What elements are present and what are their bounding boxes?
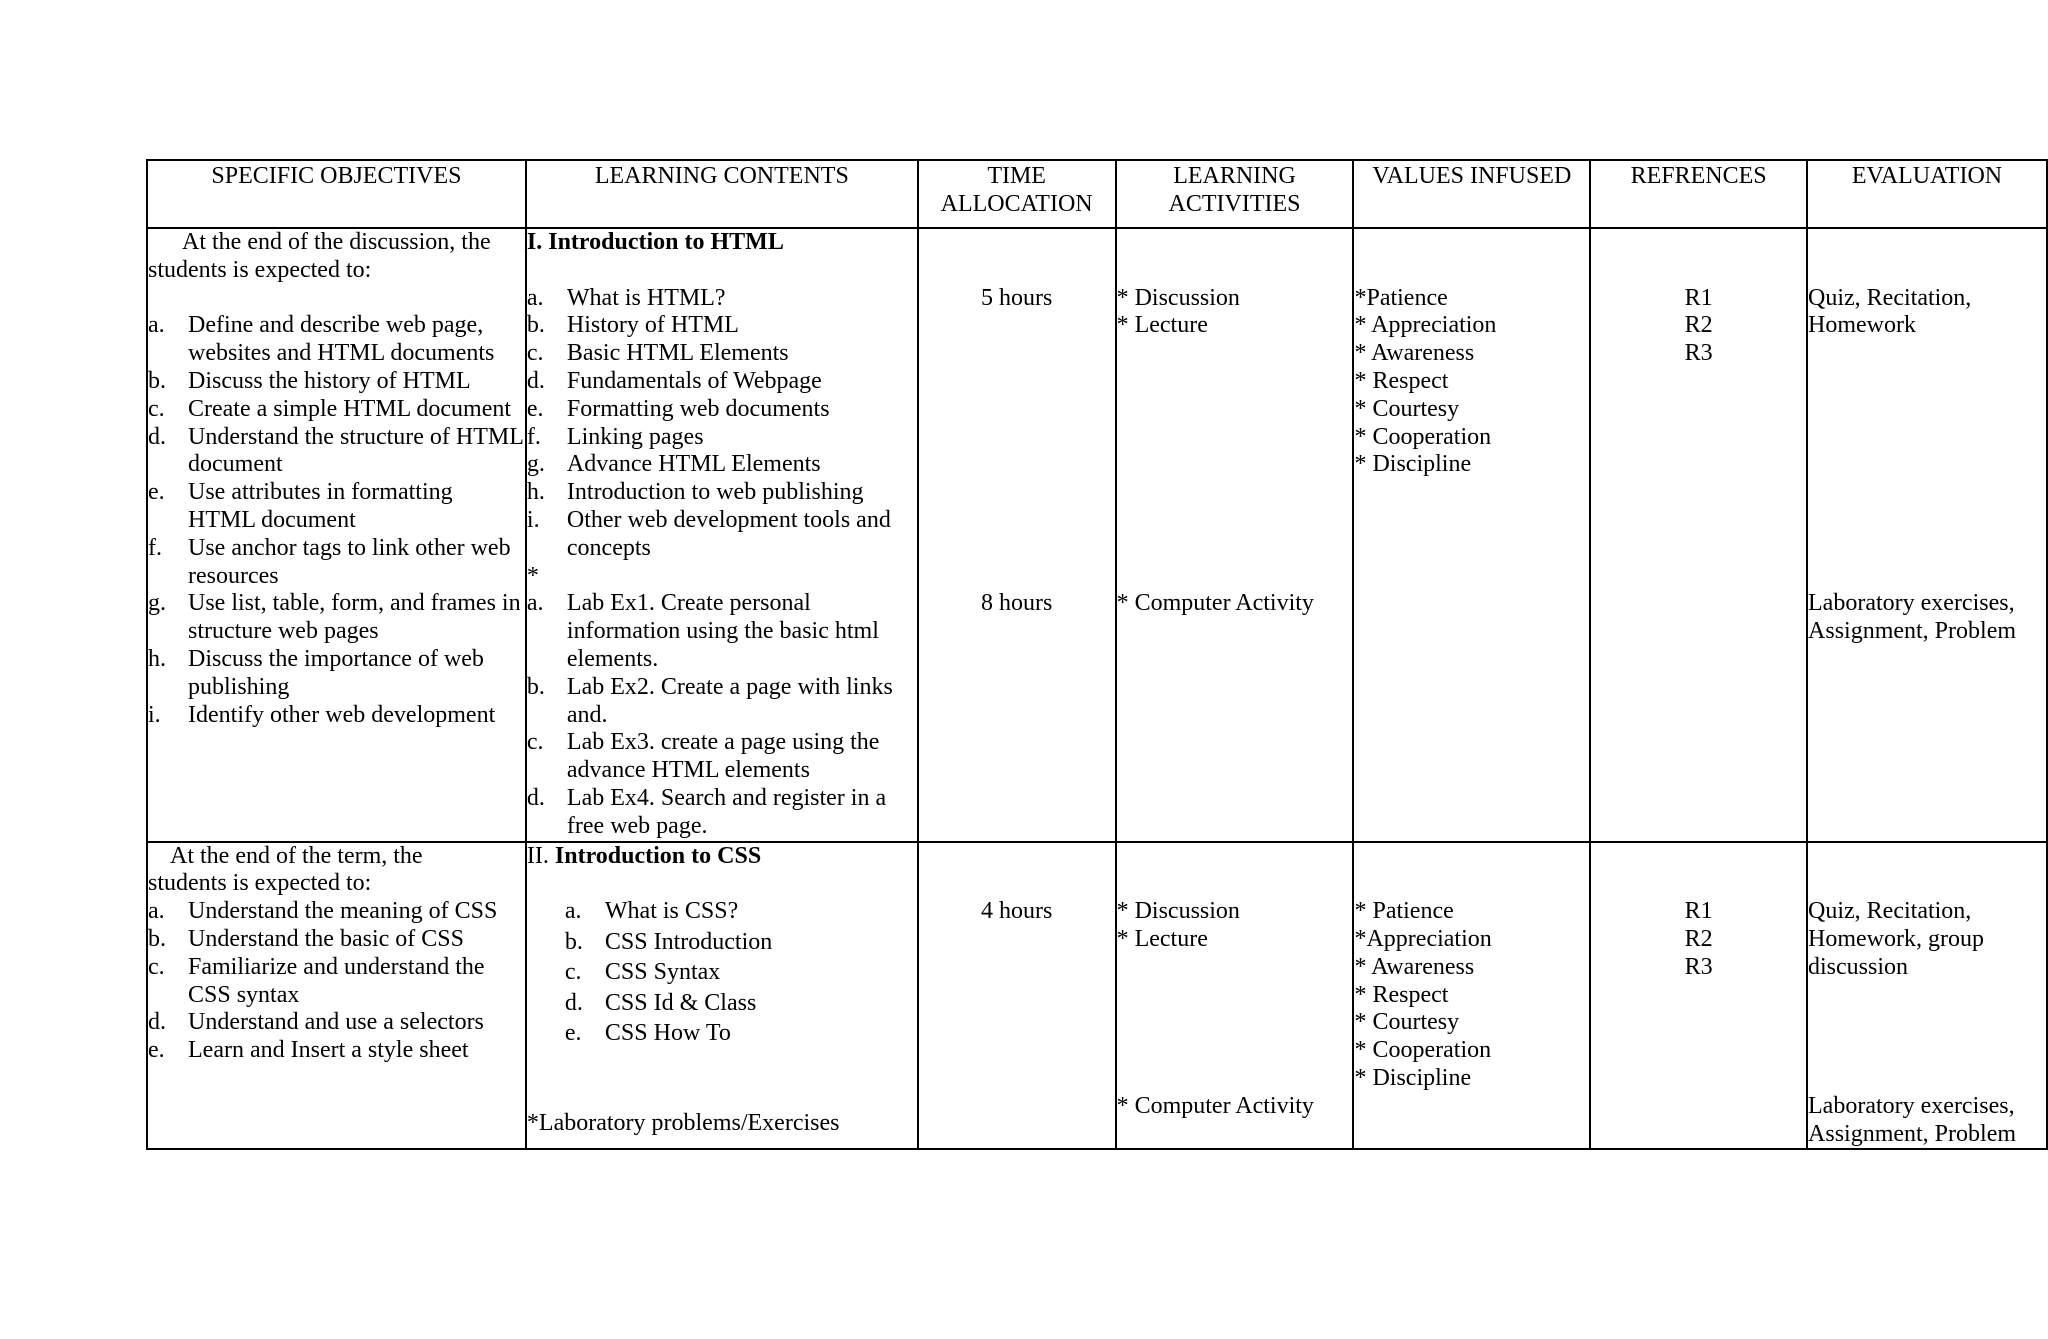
value-item: * Awareness bbox=[1354, 340, 1475, 367]
header-learning-contents: LEARNING CONTENTS bbox=[526, 160, 918, 228]
reference-item: R1 bbox=[1684, 898, 1713, 925]
activity-item: * Computer Activity bbox=[1116, 1092, 1314, 1119]
list-item: e. CSS How To bbox=[564, 1019, 731, 1046]
header-row bbox=[147, 160, 2047, 228]
objectives-intro: At the end of the discussion, the bbox=[182, 229, 491, 255]
list-item: a. Define and describe web page, websites and HTML documents bbox=[148, 312, 495, 367]
list-item: a. What is CSS? bbox=[564, 898, 739, 925]
contents-list bbox=[527, 898, 917, 1047]
list-item: h. Introduction to web publishing bbox=[526, 479, 864, 506]
header-values-infused: VALUES INFUSED bbox=[1353, 160, 1590, 228]
header-references: REFRENCES bbox=[1590, 160, 1807, 228]
list-item: e. Learn and Insert a style sheet bbox=[148, 1037, 469, 1064]
activity-item: * Computer Activity bbox=[1116, 590, 1314, 617]
activity-item: * Discussion bbox=[1116, 284, 1240, 311]
objectives-intro: students is expected to: bbox=[148, 256, 372, 283]
contents-cell bbox=[526, 228, 918, 842]
list-item: i. Identify other web development bbox=[148, 701, 496, 728]
value-item: * Cooperation bbox=[1354, 1037, 1492, 1064]
list-item: b. Lab Ex2. Create a page with links and. bbox=[526, 673, 893, 728]
evaluation-item: Assignment, Problem bbox=[1808, 618, 2017, 645]
reference-item: R2 bbox=[1684, 312, 1713, 339]
values-cell bbox=[1353, 842, 1590, 1150]
value-item: * Awareness bbox=[1354, 953, 1475, 980]
list-item: d. Understand the structure of HTML document bbox=[148, 423, 524, 478]
evaluation-cell bbox=[1807, 228, 2047, 842]
time-lecture: 4 hours bbox=[980, 898, 1053, 925]
list-item: c. Create a simple HTML document bbox=[148, 395, 512, 422]
list-item: e. Use attributes in formatting HTML document bbox=[148, 479, 453, 533]
evaluation-item: Homework bbox=[1808, 312, 1916, 339]
evaluation-item: Assignment, Problem bbox=[1808, 1120, 2017, 1147]
list-item: f. Linking pages bbox=[526, 423, 704, 450]
list-item: d. CSS Id & Class bbox=[564, 989, 757, 1016]
activities-cell bbox=[1116, 842, 1354, 1150]
list-item: b. Discuss the history of HTML bbox=[148, 367, 471, 394]
evaluation-item: discussion bbox=[1808, 953, 1909, 980]
list-item: d. Lab Ex4. Search and register in a free web page. bbox=[526, 784, 887, 839]
evaluation-item: Quiz, Recitation, bbox=[1808, 898, 1972, 925]
list-item: c. Basic HTML Elements bbox=[526, 340, 789, 367]
activity-item: * Lecture bbox=[1116, 925, 1208, 952]
evaluation-cell bbox=[1807, 842, 2047, 1150]
list-item: b. Understand the basic of CSS bbox=[148, 925, 464, 952]
objectives-list bbox=[148, 312, 525, 729]
time-lecture: 5 hours bbox=[980, 284, 1053, 311]
separator-mark: * bbox=[526, 562, 539, 589]
value-item: * Respect bbox=[1354, 981, 1449, 1008]
list-item: g. Advance HTML Elements bbox=[526, 451, 821, 478]
activities-cell bbox=[1116, 228, 1354, 842]
evaluation-item: Laboratory exercises, bbox=[1808, 1092, 2015, 1119]
value-item: * Cooperation bbox=[1354, 423, 1492, 450]
evaluation-item: Homework, group bbox=[1808, 925, 1984, 952]
list-item: h. Discuss the importance of web publishing bbox=[148, 645, 484, 700]
list-item: g. Use list, table, form, and frames in structure web pages bbox=[148, 590, 521, 645]
section-title: II. Introduction to CSS bbox=[526, 842, 762, 869]
activity-item: * Discussion bbox=[1116, 898, 1240, 925]
reference-item: R3 bbox=[1684, 340, 1713, 367]
contents-list bbox=[527, 285, 917, 563]
references-cell bbox=[1590, 228, 1807, 842]
header-time-allocation: TIME ALLOCATION bbox=[918, 160, 1116, 228]
value-item: * Respect bbox=[1354, 367, 1449, 394]
lab-list bbox=[527, 590, 917, 840]
list-item: d. Fundamentals of Webpage bbox=[526, 367, 822, 394]
list-item: b. CSS Introduction bbox=[564, 928, 773, 955]
evaluation-item: Quiz, Recitation, bbox=[1808, 284, 1972, 311]
list-item: b. History of HTML bbox=[526, 312, 739, 339]
evaluation-item: Laboratory exercises, bbox=[1808, 590, 2015, 617]
header-evaluation: EVALUATION bbox=[1807, 160, 2047, 228]
value-item: * Courtesy bbox=[1354, 395, 1460, 422]
time-cell bbox=[918, 228, 1116, 842]
list-item: c. Lab Ex3. create a page using the advance HTML elements bbox=[526, 729, 880, 784]
list-item: a. Lab Ex1. Create personal information using the basic html elements. bbox=[526, 590, 879, 672]
header-specific-objectives: SPECIFIC OBJECTIVES bbox=[147, 160, 526, 228]
objectives-cell bbox=[147, 842, 526, 1150]
value-item: * Discipline bbox=[1354, 1064, 1472, 1091]
objectives-intro: students is expected to: bbox=[148, 870, 372, 897]
reference-item: R3 bbox=[1684, 953, 1713, 980]
value-item: * Appreciation bbox=[1354, 312, 1497, 339]
objectives-list bbox=[148, 898, 525, 1065]
table-row bbox=[147, 228, 2047, 842]
header-learning-activities: LEARNING ACTIVITIES bbox=[1116, 160, 1354, 228]
value-item: * Patience bbox=[1354, 898, 1454, 925]
objectives-intro: At the end of the term, the bbox=[170, 842, 423, 869]
list-item: d. Understand and use a selectors bbox=[148, 1009, 484, 1036]
list-item: i. Other web development tools and concepts bbox=[526, 506, 891, 561]
list-item: e. Formatting web documents bbox=[526, 395, 830, 422]
syllabus-table bbox=[146, 159, 2048, 1150]
values-cell bbox=[1353, 228, 1590, 842]
lab-text: *Laboratory problems/Exercises bbox=[526, 1110, 840, 1137]
list-item: c. CSS Syntax bbox=[564, 959, 721, 986]
value-item: * Discipline bbox=[1354, 451, 1472, 478]
list-item: c. Familiarize and understand the CSS syntax bbox=[148, 953, 485, 1008]
list-item: f. Use anchor tags to link other web resources bbox=[148, 534, 511, 589]
reference-item: R1 bbox=[1684, 284, 1713, 311]
reference-item: R2 bbox=[1684, 925, 1713, 952]
value-item: * Courtesy bbox=[1354, 1009, 1460, 1036]
value-item: *Patience bbox=[1354, 284, 1448, 311]
value-item: *Appreciation bbox=[1354, 925, 1492, 952]
time-lab: 8 hours bbox=[980, 590, 1053, 617]
time-cell bbox=[918, 842, 1116, 1150]
list-item: a. Understand the meaning of CSS bbox=[148, 898, 498, 925]
activity-item: * Lecture bbox=[1116, 312, 1208, 339]
section-title: I. Introduction to HTML bbox=[526, 229, 784, 255]
table-row bbox=[147, 842, 2047, 1150]
references-cell bbox=[1590, 842, 1807, 1150]
objectives-cell bbox=[147, 228, 526, 842]
list-item: a. What is HTML? bbox=[526, 284, 726, 311]
contents-cell bbox=[526, 842, 918, 1150]
